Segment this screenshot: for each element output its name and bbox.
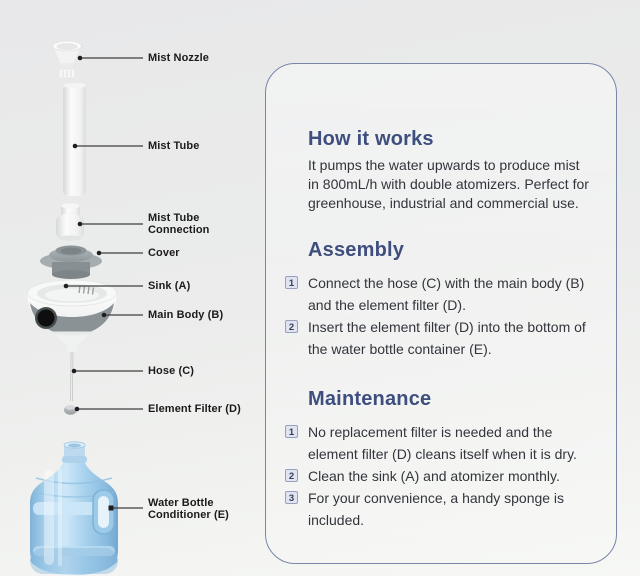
step-text: Connect the hose (C) with the main body (B) and the element filter (D). (308, 275, 585, 313)
maintenance-step-1 (288, 421, 594, 465)
how-it-works-heading: How it works (308, 128, 434, 150)
step-number-box: 3 (285, 491, 298, 504)
assembly-steps (288, 272, 594, 360)
bottle-handle (93, 490, 114, 534)
step-text: Insert the element filter (D) into the bottom of the water bottle container (E). (308, 319, 586, 357)
label-cover: Cover (148, 247, 180, 259)
step-number-box: 2 (285, 469, 298, 482)
label-sink: Sink (A) (148, 280, 191, 292)
label-hose: Hose (C) (148, 365, 195, 377)
step-number-box: 2 (285, 320, 298, 333)
label-element-filter: Element Filter (D) (148, 403, 241, 415)
assembly-step-2 (288, 316, 594, 360)
water-bottle-part (30, 442, 118, 575)
assembly-heading: Assembly (308, 239, 405, 261)
info-panel (265, 63, 617, 564)
mist-nozzle-part (53, 41, 82, 78)
assembly-step-1 (288, 272, 594, 316)
device-illustration (0, 0, 265, 576)
label-mist-tube: Mist Tube (148, 140, 200, 152)
maintenance-step-2 (288, 465, 594, 487)
maintenance-heading: Maintenance (308, 388, 432, 410)
maintenance-steps (288, 421, 594, 531)
step-number-box: 1 (285, 276, 298, 289)
step-text: For your convenience, a handy sponge is included. (308, 490, 565, 528)
hose-part (72, 352, 73, 401)
step-number-box: 1 (285, 425, 298, 438)
step-text: Clean the sink (A) and atomizer monthly. (308, 468, 560, 484)
step-text: No replacement filter is needed and the element filter (D) cleans itself when it is dry. (308, 424, 577, 462)
how-it-works-body: It pumps the water upwards to produce mist in 800mL/h with double atomizers. Perfect for greenhouse, industrial and commercial use. (308, 157, 589, 211)
cover-part (40, 246, 102, 280)
label-mist-tube-connection: Mist Tube Connection (148, 212, 210, 236)
label-main-body: Main Body (B) (148, 309, 224, 321)
label-mist-nozzle: Mist Nozzle (148, 52, 209, 64)
mist-tube-part (63, 83, 86, 196)
label-water-bottle-conditioner: Water Bottle Conditioner (E) (148, 497, 229, 521)
maintenance-step-3 (288, 487, 594, 531)
